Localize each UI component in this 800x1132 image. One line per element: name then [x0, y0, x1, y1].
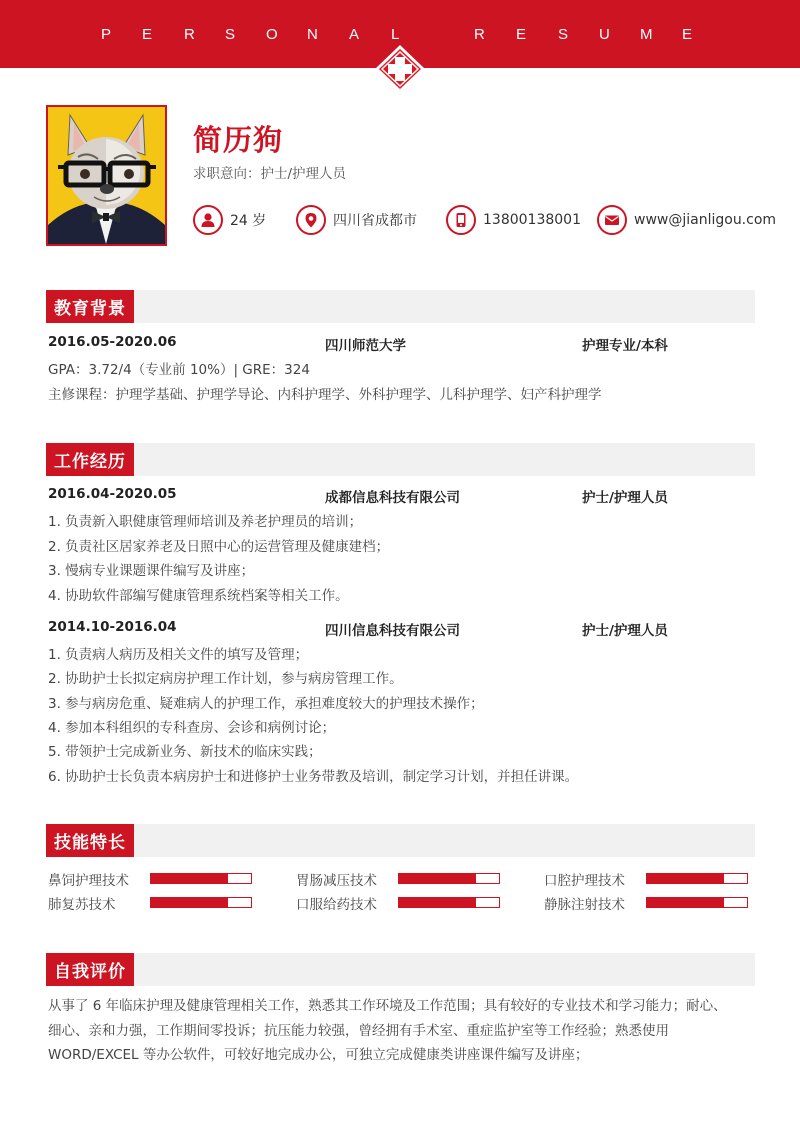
job-row: [48, 486, 755, 506]
job-period: 2016.04-2020.05: [48, 486, 177, 502]
medical-cross-icon: [374, 44, 426, 94]
skill-bar: [150, 897, 252, 908]
section-title: 工作经历: [46, 443, 134, 476]
banner-letter: P: [101, 26, 112, 43]
education-period: 2016.05-2020.06: [48, 334, 177, 350]
education-row: [48, 334, 755, 354]
banner-letter: L: [391, 26, 400, 43]
job-intent: 求职意向：护士/护理人员: [193, 166, 347, 182]
banner-letter: S: [558, 26, 569, 43]
job-duty: 3. 慢病专业课题课件编写及讲座；: [48, 563, 255, 579]
skill-bar-fill: [151, 898, 228, 907]
skill-label: 肺复苏技术: [48, 897, 116, 913]
job-period: 2014.10-2016.04: [48, 619, 177, 635]
banner-letter: A: [349, 26, 360, 43]
candidate-name: 简历狗: [193, 123, 284, 157]
phone-text[interactable]: 13800138001: [483, 212, 581, 228]
contact-phone: [446, 204, 581, 236]
age-text: 24 岁: [230, 213, 267, 229]
skill-item: [544, 893, 754, 911]
user-icon: [193, 205, 223, 235]
contact-email: [597, 204, 776, 236]
skill-bar-fill: [399, 874, 476, 883]
education-courses: 主修课程：护理学基础、护理学导论、内科护理学、外科护理学、儿科护理学、妇产科护理学: [48, 387, 602, 403]
self-eval-line: WORD/EXCEL 等办公软件，可较好地完成办公，可独立完成健康类讲座课件编写及讲座；: [48, 1047, 589, 1063]
job-duty: 1. 负责病人病历及相关文件的填写及管理；: [48, 647, 309, 663]
job-duty: 2. 负责社区居家养老及日照中心的运营管理及健康建档；: [48, 539, 390, 555]
skill-item: [48, 893, 258, 911]
banner-letter: R: [184, 26, 195, 43]
contact-location: [296, 204, 417, 236]
job-duty: 4. 协助软件部编写健康管理系统档案等相关工作。: [48, 588, 349, 604]
job-duty: 2. 协助护士长拟定病房护理工作计划，参与病房管理工作。: [48, 671, 403, 687]
job-duty: 3. 参与病房危重、疑难病人的护理工作，承担难度较大的护理技术操作；: [48, 696, 484, 712]
job-company: 四川信息科技有限公司: [325, 623, 460, 639]
skill-label: 静脉注射技术: [544, 897, 625, 913]
banner-letter: E: [682, 26, 693, 43]
skill-bar-fill: [647, 874, 724, 883]
section-work-header: [46, 443, 755, 476]
job-row: [48, 619, 755, 639]
skill-label: 鼻饲护理技术: [48, 873, 129, 889]
education-school: 四川师范大学: [325, 338, 406, 354]
banner-letter: E: [142, 26, 153, 43]
skill-bar-fill: [647, 898, 724, 907]
banner-letter: R: [474, 26, 485, 43]
skill-bar-fill: [151, 874, 228, 883]
section-title: 教育背景: [46, 290, 134, 323]
avatar: [46, 105, 167, 246]
mail-icon: [597, 205, 627, 235]
skill-bar: [150, 873, 252, 884]
banner-letter: E: [516, 26, 527, 43]
education-gpa: GPA：3.72/4（专业前 10%）| GRE：324: [48, 362, 310, 378]
job-duty: 1. 负责新入职健康管理师培训及养老护理员的培训；: [48, 514, 363, 530]
email-text[interactable]: www@jianligou.com: [634, 212, 777, 228]
skill-bar: [646, 873, 748, 884]
section-education-header: [46, 290, 755, 323]
section-self-eval-header: [46, 953, 755, 986]
skill-bar: [398, 873, 500, 884]
job-duty: 4. 参加本科组织的专科查房、会诊和病例讨论；: [48, 720, 336, 736]
self-eval-line: 细心、亲和力强，工作期间零投诉；抗压能力较强，曾经拥有手术室、重症监护室等工作经验；熟悉使用: [48, 1022, 669, 1039]
self-eval-line: 从事了 6 年临床护理及健康管理相关工作，熟悉其工作环境及工作范围；具有较好的专业技术和学习能力；耐心、: [48, 998, 727, 1014]
banner-letter: N: [307, 26, 318, 43]
location-text: 四川省成都市: [333, 213, 417, 229]
contact-age: [193, 204, 266, 236]
skill-item: [296, 869, 506, 887]
banner-letter: O: [266, 26, 278, 43]
education-major: 护理专业/本科: [582, 338, 668, 354]
banner-title: [0, 26, 800, 46]
skill-item: [296, 893, 506, 911]
skill-bar: [646, 897, 748, 908]
section-title: 自我评价: [46, 953, 134, 986]
job-company: 成都信息科技有限公司: [325, 490, 460, 506]
self-eval-text: [48, 994, 758, 1068]
skill-item: [544, 869, 754, 887]
skill-label: 口服给药技术: [296, 897, 377, 913]
skill-item: [48, 869, 258, 887]
section-title: 技能特长: [46, 824, 134, 857]
skill-bar: [398, 897, 500, 908]
section-skills-header: [46, 824, 755, 857]
banner-letter: U: [599, 26, 610, 43]
banner-letter: M: [640, 26, 653, 43]
job-role: 护士/护理人员: [582, 490, 668, 506]
phone-icon: [446, 205, 476, 235]
skill-label: 口腔护理技术: [544, 873, 625, 889]
job-duty: 6. 协助护士长负责本病房护士和进修护士业务带教及培训，制定学习计划，并担任讲课。: [48, 769, 579, 785]
banner-letter: S: [225, 26, 236, 43]
skill-label: 胃肠减压技术: [296, 873, 377, 889]
skill-bar-fill: [399, 898, 476, 907]
job-role: 护士/护理人员: [582, 623, 668, 639]
location-pin-icon: [296, 205, 326, 235]
job-duty: 5. 带领护士完成新业务、新技术的临床实践；: [48, 744, 322, 760]
